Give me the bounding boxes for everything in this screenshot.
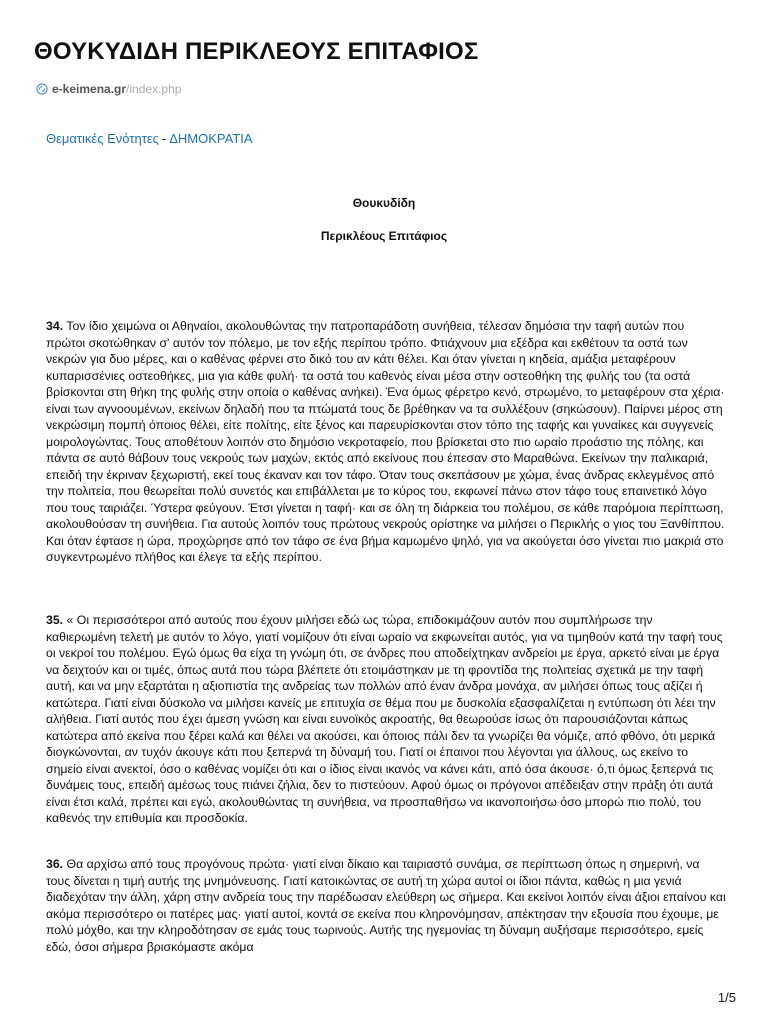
breadcrumb-topics-link[interactable]: Θεματικές Ενότητες (46, 131, 159, 146)
breadcrumb-separator: - (161, 131, 167, 146)
work-heading: Περικλέους Επιτάφιος (320, 229, 448, 243)
paragraph-number: 36. (46, 857, 64, 871)
author-heading: Θουκυδίδη (352, 196, 416, 210)
breadcrumb (46, 131, 253, 146)
breadcrumb-democracy-link[interactable]: ΔΗΜΟΚΡΑΤΙΑ (169, 131, 253, 146)
paragraph-text: « Οι περισσότεροι από αυτούς που έχουν μιλήσει εδώ ως τώρα, επιδοκιμάζουν αυτόν που συμπλήρωσε την καθιερωμένη τελετή με αυτόν το λόγο, γιατί νομίζουν ότι είναι ωραίο να εκφωνείται αυτός, για να τιμηθούν κατά την ταφή τους οι νεκροί του πολέμου. Εγώ όμως θα είχα τη γνώμη ότι, σε άνδρες που αποδείχτηκαν ανδρείοι με έργα, αρκετό είναι με έργα να δειχτούν και οι τιμές, όπως αυτά που τώρα βλέπετε ότι ετοιμάστηκαν με τη φροντίδα της πολιτείας σχετικά με την ταφή αυτή, και να μην εξαρτάται η αξιοπιστία της ανδρείας των πολλών από έναν άνδρα μονάχα, αν μιλήσει όπως τους αξίζει ή κατώτερα. Γιατί είναι δύσκολο να μιλήσει κανείς με επιτυχία σε θέμα που με δυσκολία εξασφαλίζεται η εντύπωση ότι λέει την αλήθεια. Γιατί αυτός που έχει άμεση γνώση και είναι ευνοϊκός ακροατής, θα θεωρούσε ίσως ότι παρουσιάζονται κάπως κατώτερα από εκείνα που ξέρει καλά και θέλει να ακούσει, και όποιος πάλι δεν τα γνωρίζει θα νόμιζε, από φθόνο, ότι μερικά διογκώνονται, αν τυχόν άκουγε κάτι που ξεπερνά τη δύναμή του. Γιατί οι έπαινοι που λέγονται για άλλους, ως εκείνο το σημείο είναι ανεκτοί, όσο ο καθένας νομίζει ότι και ο ίδιος είναι ικανός να κάνει κάτι, από όσα άκουσε· ό,τι όμως ξεπερνά τις δυνάμεις τους, επειδή αμέσως τους πιάνει ζήλια, δεν το πιστεύουν. Αφού όμως οι πρόγονοι απέδειξαν στην πράξη ότι αυτά είναι έτσι καλά, πρέπει και εγώ, ακολουθώντας τη συνήθεια, να προσπαθήσω να ικανοποιήσω όσο μπορώ πιο πολύ, του καθενός την επιθυμία και προσδοκία. (46, 613, 723, 825)
source-domain-link[interactable]: e-keimena.gr (52, 82, 127, 96)
paragraph-text: Τον ίδιο χειμώνα οι Αθηναίοι, ακολουθώντας την πατροπαράδοτη συνήθεια, τέλεσαν δημόσια την ταφή αυτών που πρώτοι σκοτώθηκαν σ' αυτόν τον πόλεμο, με τον εξής περίπου τρόπο. Φτιάχνουν μια εξέδρα και εκθέτουν τα οστά των νεκρών για δυο μέρες, και ο καθένας φέρνει στο δικό του αν κάτι θέλει. Και όταν γίνεται η κηδεία, αμάξια μεταφέρουν κυπαρισσένιες οστεοθήκες, μια για κάθε φυλή· τα οστά του καθενός είναι μέσα στην οστεοθήκη της φυλής του (τα οστά βρίσκονται στη θήκη της φυλής στην οποία ο καθένας ανήκει). Ένα όμως φέρετρο κενό, στρωμένο, το μεταφέρουν στα χέρια· είναι των αγνοουμένων, εκείνων δηλαδή που τα πτώματά τους δε βρέθηκαν να τα συλλέξουν (σηκώσουν). Παίρνει μέρος στη νεκρώσιμη πομπή όποιος θέλει, είτε πολίτης, είτε ξένος και παρευρίσκονται στον τόπο της ταφής και γυναίκες και συγγενείς μοιρολογώντας. Τους αποθέτουν λοιπόν στο δημόσιο νεκροταφείο, που βρίσκεται στο πιο ωραίο προάστιο της πόλης, και πάντα σε αυτό θάβουν τους νεκρούς των μαχών, εκτός από εκείνους που έπεσαν στο Μαραθώνα. Εκείνων την παλικαριά, επειδή την έκριναν ξεχωριστή, εκεί τους έκαναν και τον τάφο. Όταν τους σκεπάσουν με χώμα, ένας άνδρας εκλεγμένος από την πολιτεία, που θεωρείται πολύ συνετός και επιβάλλεται με το κύρος του, εκφωνεί πάνω στον τάφο τους επαινετικό λόγο που τους ταιριάζει. Ύστερα φεύγουν. Έτσι γίνεται η ταφή· και σε όλη τη διάρκεια του πολέμου, σε κάθε παρόμοια περίπτωση, ακολουθούσαν τη συνήθεια. Για αυτούς λοιπόν τους πρώτους νεκρούς ορίστηκε να μιλήσει ο Περικλής ο γιος του Ξανθίππου. Και όταν έφτασε η ώρα, προχώρησε από τον τάφο σε ένα βήμα καμωμένο ψηλό, για να ακούγεται όσο γίνεται πιο μακριά στο συγκεντρωμένο πλήθος και έλεγε τα εξής περίπου. (46, 319, 725, 564)
paragraph-text: Θα αρχίσω από τους προγόνους πρώτα· γιατί είναι δίκαιο και ταιριαστό συνάμα, σε περίπτωση όπως η σημερινή, να τους δίνεται η τιμή αυτής της μνημόνευσης. Γιατί κατοικώντας σε αυτή τη χώρα αυτοί οι ίδιοι πάντα, καθώς η μια γενιά διαδεχόταν την άλλη, χάρη στην ανδρεία τους την παρέδωσαν ελεύθερη ως σήμερα. Και εκείνοι λοιπόν είναι άξιοι επαίνου και ακόμα περισσότερο οι πατέρες μας· γιατί αυτοί, κοντά σε εκείνα που κληρονόμησαν, απέκτησαν την εξουσία που έχουμε, με πολύ μόχθο, και την κληροδότησαν σε εμάς τους τωρινούς. Αυτής της ηγεμονίας τη δύναμη αυξήσαμε περισσότερο, εμείς εδώ, όσοι σήμερα βρισκόμαστε ακόμα (46, 857, 726, 954)
paragraph-35 (46, 612, 726, 827)
paragraph-36 (46, 856, 726, 955)
paragraph-34 (46, 318, 726, 566)
link-icon (36, 83, 48, 95)
source-path: /index.php (126, 82, 182, 96)
page-indicator: 1/5 (717, 990, 736, 1005)
source-line (36, 82, 181, 96)
document-title: ΘΟΥΚΥΔΙΔΗ ΠΕΡΙΚΛΕΟΥΣ ΕΠΙΤΑΦΙΟΣ (34, 38, 479, 65)
paragraph-number: 35. (46, 613, 64, 627)
paragraph-number: 34. (46, 319, 64, 333)
